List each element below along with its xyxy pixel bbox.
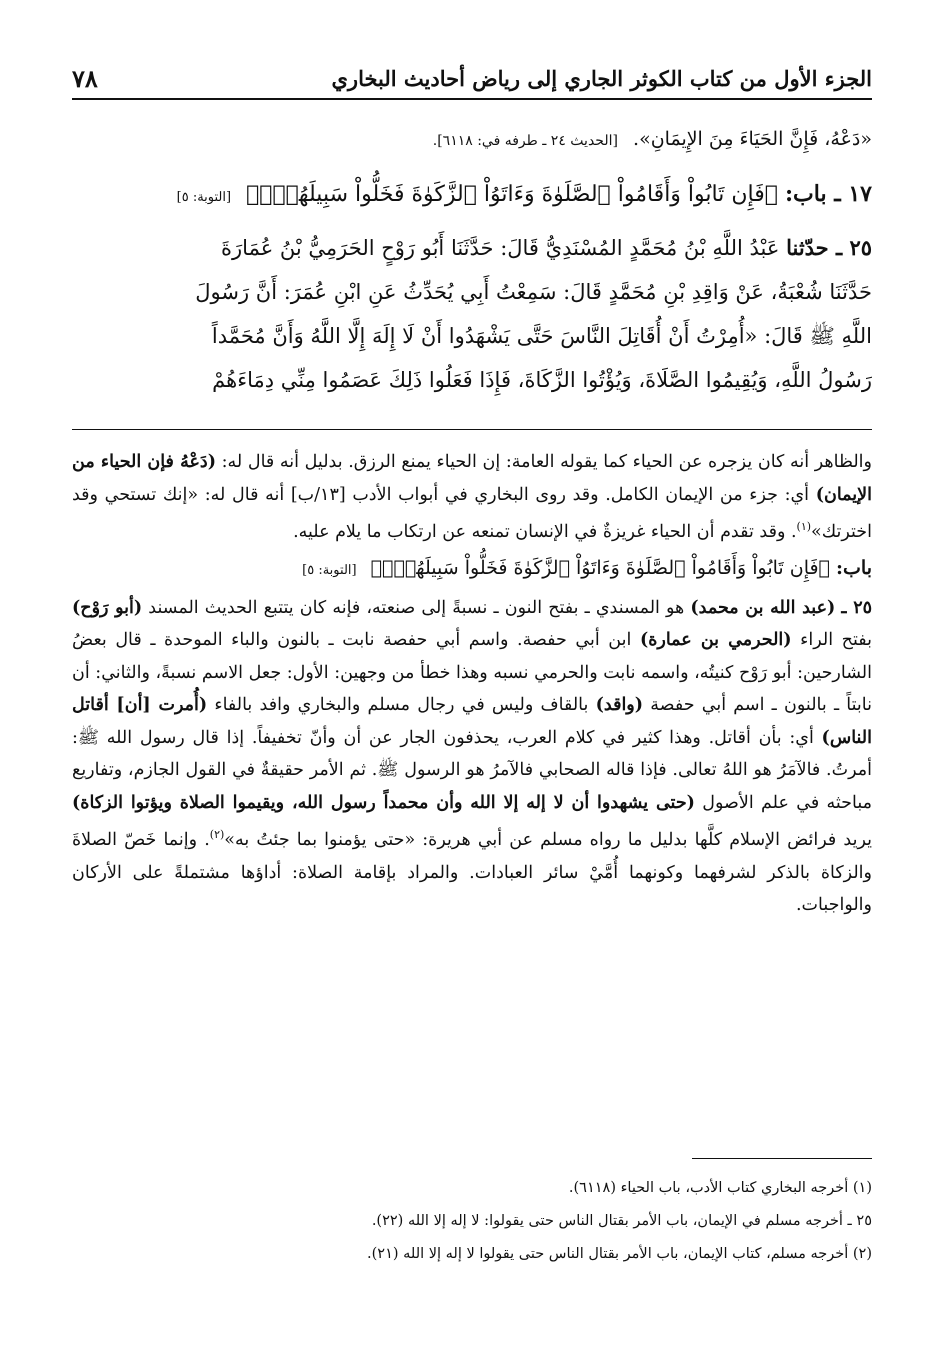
page-number: ٧٨ bbox=[72, 63, 98, 93]
hadith-reference: [الحديث ٢٤ ـ طرفه في: ٦١١٨]. bbox=[432, 133, 618, 149]
chapter-heading bbox=[72, 174, 872, 218]
hadith-quote: «دَعْهُ، فَإِنَّ الحَيَاءَ مِنَ الإِيمَانِ». bbox=[633, 128, 872, 150]
hadith-line: رَسُولُ اللَّهِ، وَيُقِيمُوا الصَّلَاةَ، وَيُؤْتُوا الزَّكَاةَ، فَإِذَا فَعَلُوا ذَلِكَ عَصَمُوا مِنِّي دِمَاءَهُمْ bbox=[212, 368, 872, 392]
commentary-paragraph: والظاهر أنه كان يزجره عن الحياء كما يقوله العامة: إن الحياء يمنع الرزق. بدليل أنه قال له: (دَعْهُ فإن الحياء من الإيمان) أي: جزء من الإيمان الكامل. وقد روى البخاري في أبواب الأدب [١٣/ب] أنه قال له: «إنك تستحي وقد اخترتك»$^{(١)}$. وقد تقدم أن الحياء غريزةٌ في الإنسان تمنعه عن ارتكاب ما يلام عليه. bbox=[72, 452, 872, 542]
footnote-marker[interactable]: (٢) bbox=[209, 828, 225, 842]
book-page bbox=[72, 0, 872, 1365]
previous-hadith-end bbox=[72, 124, 872, 156]
commentary-chapter-heading: باب: ﴿فَإِن تَابُواْ وَأَقَامُواْ ٱلصَّلَوٰةَ وَءَاتَوُاْ ٱلزَّكَوٰةَ فَخَلُّواْ سَبِيلَهُمْۚ﴾ [التوبة: ٥] bbox=[302, 557, 872, 580]
running-title: الجزء الأول من كتاب الكوثر الجاري إلى رياض أحاديث البخاري bbox=[331, 65, 872, 91]
text-separator bbox=[72, 429, 872, 430]
commentary-paragraph: ٢٥ ـ (عبد الله بن محمد) هو المسندي ـ بفتح النون ـ نسبةً إلى صنعته، فإنه كان يتتبع الحديث المسند (أبو رَوْح) بفتح الراء (الحرمي بن عمارة) ابن أبي حفصة. واسم أبي حفصة نابت ـ بالنون والباء الموحدة ـ قال بعضُ الشارحين: أبو رَوْح كنيتُه، واسمه نابت والحرمي نسبه وهذا خطأ من وجهين: الأول: جعل الاسم نسبةً، والثاني: أن نابتاً ـ بالنون ـ اسم أبي حفصة (واقد) بالقاف وليس في رجال مسلم والبخاري وافد بالفاء (أُمرت [أن] أقاتل الناس) أي: بأن أقاتل. وهذا كثير في كلام العرب، يحذفون الجار عن أن وأنّ تخفيفاً. إذا قال رسول الله ﷺ: أمرتُ. فالآمَرُ هو اللهُ تعالى. فإذا قاله الصحابي فالآمرُ هو الرسول ﷺ. ثم الأمر حقيقةٌ في القول الجازم، وتفاريع مباحثه في علم الأصول (حتى يشهدوا أن لا إله إلا الله وأن محمداً رسول الله، ويقيموا الصلاة ويؤتوا الزكاة) يريد فرائض الإسلام كلَّها بدليل ما رواه مسلم عن أبي هريرة: «حتى يؤمنوا بما جئتُ به»$^{(٢)}$. وإنما خَصّ الصلاةَ والزكاة بالذكر لشرفهما وكونهما أُمَّيْ سائر العبادات. والمراد بإقامة الصلاة: أداؤها مشتملةً على الأركان والواجبات. bbox=[72, 597, 873, 916]
commentary bbox=[72, 446, 872, 922]
hadith-number: ٢٥ ـ حدّثنا bbox=[786, 235, 872, 260]
verse-reference: [التوبة: ٥] bbox=[176, 190, 232, 205]
hadith-line: عَبْدُ اللَّهِ بْنُ مُحَمَّدٍ المُسْنَدِيُّ قَالَ: حَدَّثَنَا أَبُو رَوْحٍ الحَرَمِيُّ بْنُ عُمَارَةَ bbox=[221, 236, 780, 260]
footnote: (١) أخرجه البخاري كتاب الأدب، باب الحياء (٦١١٨). bbox=[568, 1180, 872, 1196]
chapter-label: ١٧ ـ باب: bbox=[784, 181, 872, 207]
footnote-marker[interactable]: (١) bbox=[796, 520, 812, 533]
footnote: ٢٥ ـ أخرجه مسلم في الإيمان، باب الأمر بقتال الناس حتى يقولوا: لا إله إلا الله (٢٢). bbox=[371, 1213, 872, 1229]
footnotes bbox=[72, 1172, 872, 1271]
chapter-verse: ﴿فَإِن تَابُواْ وَأَقَامُواْ ٱلصَّلَوٰةَ وَءَاتَوُاْ ٱلزَّكَوٰةَ فَخَلُّواْ سَبِيلَهُمْۚ﴾ bbox=[246, 182, 778, 207]
hadith-text bbox=[72, 226, 872, 416]
footnote-separator bbox=[692, 1158, 872, 1159]
hadith-line: اللَّهِ ﷺ قَالَ: «أُمِرْتُ أَنْ أُقَاتِلَ النَّاسَ حَتَّى يَشْهَدُوا أَنْ لَا إِلَهَ إِلَّا اللَّهُ وَأَنَّ مُحَمَّداً bbox=[211, 324, 872, 348]
page-header bbox=[72, 58, 872, 100]
footnote: (٢) أخرجه مسلم، كتاب الإيمان، باب الأمر بقتال الناس حتى يقولوا لا إله إلا الله (٢١). bbox=[367, 1246, 872, 1262]
hadith-line: حَدَّثَنَا شُعْبَةُ، عَنْ وَاقِدِ بْنِ مُحَمَّدٍ قَالَ: سَمِعْتُ أَبِي يُحَدِّثُ عَنِ ابْنِ عُمَرَ: أَنَّ رَسُولَ bbox=[195, 280, 872, 304]
